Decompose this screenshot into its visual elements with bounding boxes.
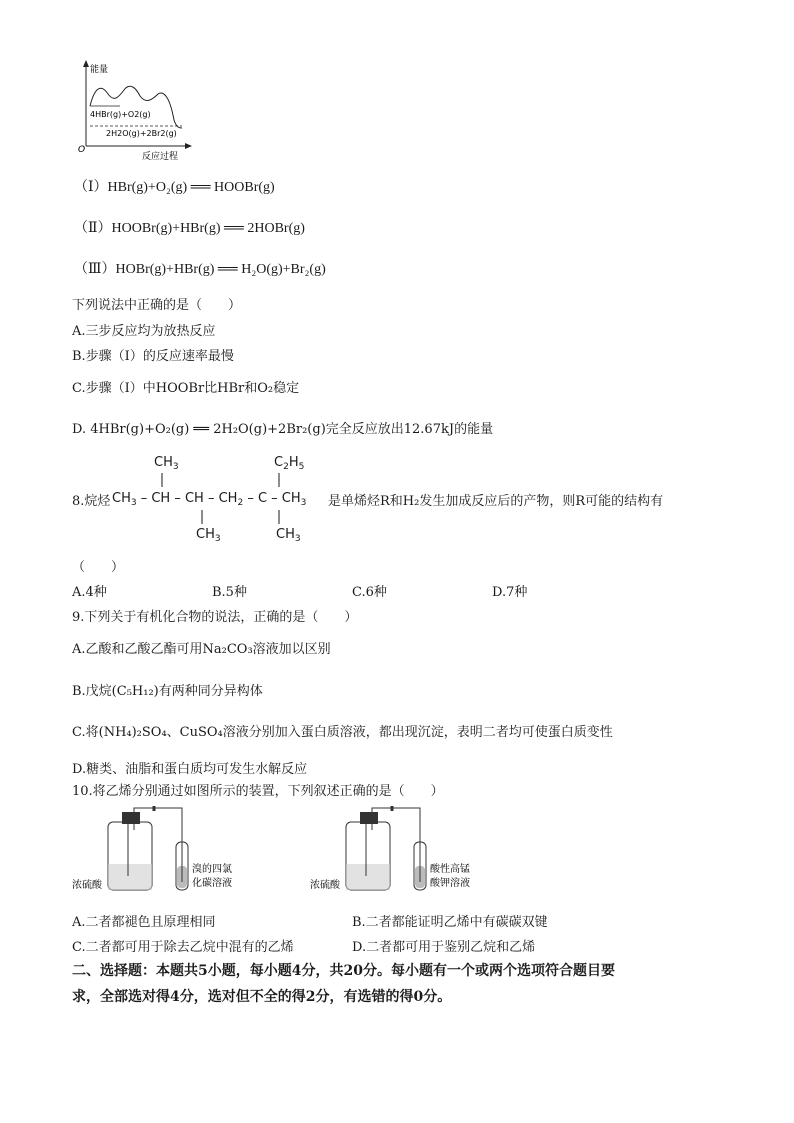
- svg-text:CH3: $CH_3$: [276, 527, 301, 542]
- step-2: （Ⅱ）HOOBr(g)+HBr(g) ══ 2HOBr(g): [74, 221, 305, 236]
- step-2-lhs: HOOBr(g)+HBr(g): [111, 221, 221, 236]
- x-axis-label: 反应过程: [142, 152, 179, 162]
- step-2-rhs: 2HOBr(g): [247, 221, 305, 236]
- svg-text:CH3: $CH_3$: [154, 455, 179, 472]
- step-1-label: （Ⅰ）: [74, 180, 108, 195]
- step-1: （Ⅰ）HBr(g)+O₂(g) ══ HOOBr(g): [74, 180, 275, 195]
- svg-text:C2H5: $C_2H_5$: [274, 455, 305, 472]
- q8-option-d: D.7种: [492, 585, 528, 600]
- q8-paren: （ ）: [72, 560, 125, 575]
- q10-option-d: D.二者都可用于鉴别乙烷和乙烯: [352, 940, 536, 955]
- q8-prefix: 8.烷烃: [72, 494, 111, 509]
- products-level-label: 2H2O(g)+2Br2(g): [106, 129, 177, 138]
- section-2-line-2: 求，全部选对得4分，选对但不全的得2分，有选错的得0分。: [72, 989, 452, 1005]
- apparatus-right: [310, 806, 510, 896]
- q9-option-a: A.乙酸和乙酸乙酯可用Na₂CO₃溶液加以区别: [72, 642, 331, 657]
- q7-option-c: C.步骤（Ⅰ）中HOOBr比HBr和O₂稳定: [72, 381, 300, 396]
- q8-suffix: 是单烯烃R和H₂发生加成反应后的产物，则R可能的结构有: [328, 494, 664, 509]
- q10-option-b: B.二者都能证明乙烯中有碳碳双键: [352, 915, 548, 930]
- left-bottle-label: 浓硫酸: [72, 880, 102, 891]
- left-tube-label-2: 化碳溶液: [192, 878, 232, 889]
- step-3-rhs: H₂O(g)+Br₂(g): [241, 262, 326, 277]
- q7-option-d: D. 4HBr(g)+O₂(g) ══ 2H₂O(g)+2Br₂(g)完全反应放出12.67kJ的能量: [72, 422, 494, 437]
- energy-diagram: [70, 60, 200, 164]
- q9-stem: 9.下列关于有机化合物的说法，正确的是（ ）: [72, 610, 358, 625]
- svg-text:CH3 – CH – CH – CH2 – C – CH3: $CH_3$ – CH – CH – $CH_2$ – C – $CH_3$: [112, 491, 307, 508]
- right-bottle-label: 浓硫酸: [310, 880, 340, 891]
- q7-stem: 下列说法中正确的是（ ）: [72, 298, 242, 313]
- step-2-label: （Ⅱ）: [74, 221, 112, 236]
- step-3-label: （Ⅲ）: [74, 262, 116, 277]
- alkane-structure: [112, 452, 330, 542]
- section-2-line-1: 二、选择题：本题共5小题，每小题4分，共20分。每小题有一个或两个选项符合题目要: [72, 963, 615, 979]
- q9-option-c: C.将(NH₄)₂SO₄、CuSO₄溶液分别加入蛋白质溶液，都出现沉淀，表明二者均可使蛋白质变性: [72, 725, 613, 740]
- q10-option-a: A.二者都褪色且原理相同: [72, 915, 216, 930]
- step-1-lhs: HBr(g)+O₂(g): [107, 180, 188, 195]
- right-tube-label-2: 酸钾溶液: [430, 878, 470, 889]
- q8-option-c: C.6种: [352, 585, 387, 600]
- step-1-rhs: HOOBr(g): [214, 180, 275, 195]
- q7-option-b: B.步骤（Ⅰ）的反应速率最慢: [72, 349, 234, 364]
- reactants-level-label: 4HBr(g)+O2(g): [90, 110, 151, 119]
- q9-option-d: D.糖类、油脂和蛋白质均可发生水解反应: [72, 762, 308, 777]
- svg-text:CH3: $CH_3$: [196, 527, 221, 542]
- q10-option-c: C.二者都可用于除去乙烷中混有的乙烯: [72, 940, 294, 955]
- q9-option-b: B.戊烷(C₅H₁₂)有两种同分异构体: [72, 684, 263, 699]
- apparatus-left: [72, 806, 272, 896]
- left-tube-label-1: 溴的四氯: [192, 864, 232, 875]
- y-axis-label: 能量: [90, 65, 109, 75]
- step-3-lhs: HOBr(g)+HBr(g): [115, 262, 215, 277]
- q8-option-a: A.4种: [72, 585, 107, 600]
- q10-stem: 10.将乙烯分别通过如图所示的装置，下列叙述正确的是（ ）: [72, 784, 444, 799]
- step-3: （Ⅲ）HOBr(g)+HBr(g) ══ H₂O(g)+Br₂(g): [74, 262, 326, 277]
- q7-option-a: A.三步反应均为放热反应: [72, 324, 216, 339]
- right-tube-label-1: 酸性高锰: [430, 864, 470, 875]
- q8-option-b: B.5种: [212, 585, 247, 600]
- origin-label: O: [78, 145, 86, 155]
